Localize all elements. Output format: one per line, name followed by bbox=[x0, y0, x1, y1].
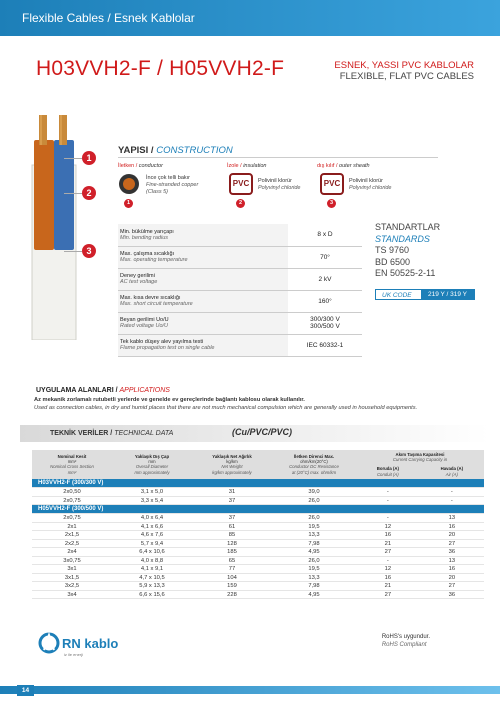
table-cell: 21 bbox=[356, 582, 420, 591]
table-cell: 4,95 bbox=[272, 590, 356, 599]
table-cell: 2x1 bbox=[32, 522, 112, 531]
table-cell: 4,1 x 9,1 bbox=[112, 565, 192, 574]
table-cell: 36 bbox=[420, 548, 484, 557]
conductor-num: 1 bbox=[124, 199, 133, 208]
table-cell: 4,0 x 6,4 bbox=[112, 514, 192, 523]
table-cell: 4,7 x 10,5 bbox=[112, 573, 192, 582]
conductor-text: İnce çok telli bakır Fine-stranded copper (Class 5) bbox=[146, 175, 199, 195]
rohs-note: RoHS's uygundur. RoHS Compliant bbox=[381, 634, 430, 648]
table-cell: 27 bbox=[420, 539, 484, 548]
sheath-text: Polivinil klorür Polyvinyl chloride bbox=[349, 178, 392, 191]
table-cell: - bbox=[356, 514, 420, 523]
table-row bbox=[32, 522, 484, 531]
table-cell: - bbox=[420, 488, 484, 497]
table-cell: 3,3 x 5,4 bbox=[112, 496, 192, 505]
spec-label: Tek kablo düşey alev yayılma testi Flame propagation test on single cable bbox=[118, 334, 288, 356]
table-row bbox=[32, 556, 484, 565]
spec-row bbox=[118, 224, 362, 246]
table-cell: 16 bbox=[420, 565, 484, 574]
table-cell: 12 bbox=[356, 522, 420, 531]
subtitle-tr: ESNEK, YASSI PVC KABLOLAR bbox=[334, 60, 474, 71]
table-cell: 5,9 x 13,3 bbox=[112, 582, 192, 591]
table-cell: 3,1 x 5,0 bbox=[112, 488, 192, 497]
table-cell: 2x0,75 bbox=[32, 514, 112, 523]
table-row bbox=[32, 548, 484, 557]
table-row bbox=[32, 531, 484, 540]
technical-data-bar: TEKNİK VERİLER / TECHNICAL DATA (Cu/PVC/PVC) bbox=[20, 425, 489, 442]
spec-table bbox=[118, 224, 362, 357]
table-cell: 4,0 x 8,8 bbox=[112, 556, 192, 565]
table-cell: 65 bbox=[192, 556, 272, 565]
table-cell: 61 bbox=[192, 522, 272, 531]
applications-text-tr: Az mekanik zorlamalı rutubetli yerlerde ve genelde ev gereçlerinde bağlantı kablosu olarak kullanılır. bbox=[34, 397, 305, 403]
table-cell: 159 bbox=[192, 582, 272, 591]
table-cell: 4,6 x 7,6 bbox=[112, 531, 192, 540]
page-number: 14 bbox=[17, 685, 34, 696]
table-cell: 3x2,5 bbox=[32, 582, 112, 591]
cable-illustration bbox=[24, 110, 84, 340]
table-cell: 2x0,75 bbox=[32, 496, 112, 505]
table-cell: 3x1 bbox=[32, 565, 112, 574]
table-cell: 3x1,5 bbox=[32, 573, 112, 582]
material-label: (Cu/PVC/PVC) bbox=[232, 427, 293, 437]
table-cell: 37 bbox=[192, 514, 272, 523]
marker-line-3 bbox=[64, 251, 82, 252]
svg-text:RN kablo: RN kablo bbox=[62, 636, 119, 651]
table-cell: - bbox=[356, 496, 420, 505]
table-cell: 20 bbox=[420, 573, 484, 582]
table-cell: 77 bbox=[192, 565, 272, 574]
spec-label: Deney gerilimi AC test voltage bbox=[118, 268, 288, 290]
table-cell: 4,1 x 6,6 bbox=[112, 522, 192, 531]
table-cell: - bbox=[420, 496, 484, 505]
col-weight: Yaklaşık Net Ağırlık kg/km Net Weight kg/km approximately bbox=[192, 450, 272, 479]
table-cell: 228 bbox=[192, 590, 272, 599]
insulation-num: 2 bbox=[236, 199, 245, 208]
standards: STANDARTLAR STANDARDS TS 9760 BD 6500 EN 50525-2-11 bbox=[375, 222, 441, 278]
page-title: H03VVH2-F / H05VVH2-F bbox=[36, 57, 285, 80]
spec-value: 300/300 V 300/500 V bbox=[288, 312, 362, 334]
marker-line-1 bbox=[64, 158, 82, 159]
svg-text:iz ile enerji: iz ile enerji bbox=[64, 652, 83, 657]
footer-bar bbox=[0, 686, 500, 694]
subtitle-en: FLEXIBLE, FLAT PVC CABLES bbox=[339, 71, 474, 82]
table-cell: 21 bbox=[356, 539, 420, 548]
table-cell: - bbox=[356, 556, 420, 565]
spec-row bbox=[118, 268, 362, 290]
header-bar bbox=[0, 0, 500, 36]
conductor-heading: İletken / conductor bbox=[118, 163, 163, 169]
table-cell: 27 bbox=[356, 548, 420, 557]
table-cell: 16 bbox=[356, 573, 420, 582]
uk-code: UK CODE 219 Y / 319 Y bbox=[375, 289, 475, 300]
table-cell: 3x0,75 bbox=[32, 556, 112, 565]
table-cell: 2x0,50 bbox=[32, 488, 112, 497]
spec-value: 160° bbox=[288, 290, 362, 312]
table-cell: 13 bbox=[420, 556, 484, 565]
spec-label: Min. bükülme yarıçapı Min. bending radius bbox=[118, 224, 288, 246]
spec-row bbox=[118, 312, 362, 334]
table-cell: 185 bbox=[192, 548, 272, 557]
table-cell: 26,0 bbox=[272, 514, 356, 523]
table-cell: 12 bbox=[356, 565, 420, 574]
marker-line-2 bbox=[64, 193, 82, 194]
table-cell: 13,3 bbox=[272, 531, 356, 540]
col-air: Havada (A) Air (A) bbox=[420, 464, 484, 478]
conductor-icon bbox=[118, 173, 140, 200]
insulation-pvc-badge: PVC bbox=[229, 173, 253, 195]
spec-label: Max. kısa devre sıcaklığı Max. short circuit temperature bbox=[118, 290, 288, 312]
col-diameter: Yaklaşık Dış Çap mm Overall Diameter mm approximately bbox=[112, 450, 192, 479]
table-cell: 13,3 bbox=[272, 573, 356, 582]
table-cell: 104 bbox=[192, 573, 272, 582]
table-cell: 7,98 bbox=[272, 582, 356, 591]
table-group-row: H03VVH2-F (300/300 V) bbox=[32, 479, 484, 488]
table-cell: 13 bbox=[420, 514, 484, 523]
spec-value: 2 kV bbox=[288, 268, 362, 290]
spec-value: IEC 60332-1 bbox=[288, 334, 362, 356]
marker-1: 1 bbox=[82, 151, 96, 165]
table-cell: 16 bbox=[420, 522, 484, 531]
insulation-text: Polivinil klorür Polyvinyl chloride bbox=[258, 178, 301, 191]
table-cell: 2x4 bbox=[32, 548, 112, 557]
insulation-heading: İzole / insulation bbox=[227, 163, 267, 169]
col-conduit: Boruda (A) Conduit (A) bbox=[356, 464, 420, 478]
table-cell: 2x1,5 bbox=[32, 531, 112, 540]
table-row bbox=[32, 496, 484, 505]
table-cell: 4,95 bbox=[272, 548, 356, 557]
table-cell: 6,6 x 15,6 bbox=[112, 590, 192, 599]
spec-value: 8 x D bbox=[288, 224, 362, 246]
section-title: Flexible Cables / Esnek Kablolar bbox=[22, 11, 195, 25]
table-cell: 27 bbox=[420, 582, 484, 591]
table-cell: - bbox=[356, 488, 420, 497]
table-cell: 26,0 bbox=[272, 556, 356, 565]
sheath-heading: dış kılıf / outer sheath bbox=[317, 163, 370, 169]
table-cell: 20 bbox=[420, 531, 484, 540]
spec-value: 70° bbox=[288, 246, 362, 268]
table-row bbox=[32, 565, 484, 574]
applications-text-en: Used as connection cables, in dry and humid places that there are not much mechanical compulsion which are generally used in household equipments. bbox=[34, 405, 418, 411]
divider bbox=[118, 157, 438, 158]
table-row bbox=[32, 488, 484, 497]
table-cell: 128 bbox=[192, 539, 272, 548]
table-row bbox=[32, 590, 484, 599]
table-cell: 16 bbox=[356, 531, 420, 540]
table-row bbox=[32, 582, 484, 591]
table-cell: 7,98 bbox=[272, 539, 356, 548]
table-cell: 36 bbox=[420, 590, 484, 599]
table-cell: 27 bbox=[356, 590, 420, 599]
table-row bbox=[32, 539, 484, 548]
table-cell: 5,7 x 9,4 bbox=[112, 539, 192, 548]
sheath-num: 3 bbox=[327, 199, 336, 208]
table-cell: 31 bbox=[192, 488, 272, 497]
table-cell: 37 bbox=[192, 496, 272, 505]
table-cell: 6,4 x 10,6 bbox=[112, 548, 192, 557]
col-cross-section: Nominal Kesit mm² Nominal Cross Section mm² bbox=[32, 450, 112, 479]
table-cell: 3x4 bbox=[32, 590, 112, 599]
spec-label: Beyan gerilimi Uo/U Rated voltage Uo/U bbox=[118, 312, 288, 334]
technical-data-table bbox=[32, 450, 484, 599]
spec-row bbox=[118, 246, 362, 268]
spec-row bbox=[118, 334, 362, 356]
marker-2: 2 bbox=[82, 186, 96, 200]
spec-row bbox=[118, 290, 362, 312]
page-subtitle bbox=[334, 60, 474, 82]
table-cell: 19,5 bbox=[272, 565, 356, 574]
sheath-pvc-badge: PVC bbox=[320, 173, 344, 195]
table-row bbox=[32, 514, 484, 523]
marker-3: 3 bbox=[82, 244, 96, 258]
rn-kablo-logo bbox=[38, 630, 128, 665]
construction-heading: YAPISI / CONSTRUCTION bbox=[118, 145, 233, 156]
col-resistance: İletken Direnci Max. ohm/km(20°C) Conductor DC Resistance at (20°C) max. ohm/km bbox=[272, 450, 356, 479]
table-cell: 85 bbox=[192, 531, 272, 540]
table-row bbox=[32, 573, 484, 582]
table-cell: 19,5 bbox=[272, 522, 356, 531]
table-cell: 26,0 bbox=[272, 496, 356, 505]
col-current: Akım Taşıma Kapasitesi Current Carrying Capacity in bbox=[356, 450, 484, 464]
applications-heading: UYGULAMA ALANLARI / APPLICATIONS bbox=[36, 387, 170, 394]
table-cell: 2x2,5 bbox=[32, 539, 112, 548]
table-group-row: H05VVH2-F (300/500 V) bbox=[32, 505, 484, 514]
spec-label: Max. çalışma sıcaklığı Max. operating temperature bbox=[118, 246, 288, 268]
table-cell: 39,0 bbox=[272, 488, 356, 497]
